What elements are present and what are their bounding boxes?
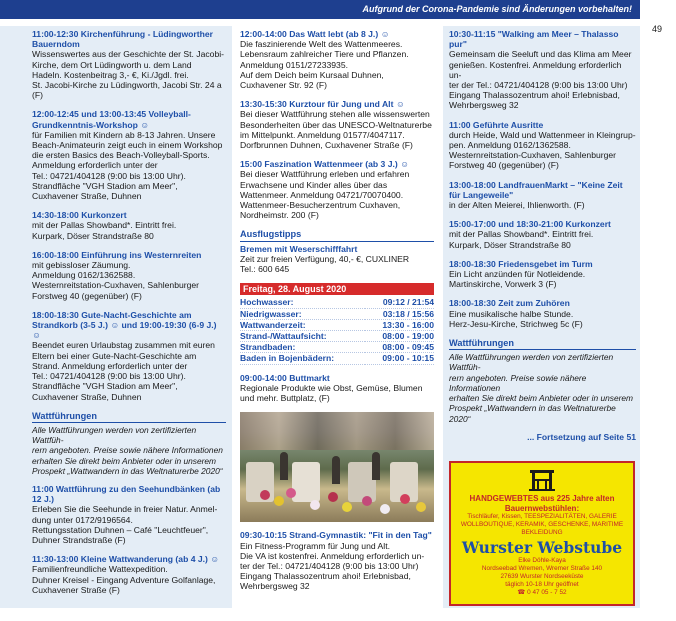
- column-2: [233, 26, 440, 608]
- event-text-line: Cuxhavener Straße, Duhnen: [32, 391, 142, 402]
- event-text-line: Eingang Thalassozentrum ahoi! Erlebnisbad,: [449, 90, 620, 101]
- ad-hours: täglich 10-18 Uhr geöffnet: [505, 581, 579, 588]
- event-title: 13:30-15:30 Kurztour für Jung und Alt ☺: [240, 99, 405, 110]
- event-text-line: Kurpark, Döser Strandstraße 80: [32, 230, 154, 241]
- event-text-line: Anmeldung erforderlich unter der: [32, 160, 158, 171]
- event-title: 18:00-18:30 Gute-Nacht-Geschichte am Strandkorb (3-5 J.) ☺ und 19:00-19:30 (6-9 J.) ☺: [32, 309, 217, 341]
- tide-value: 03:18 / 15:56: [365, 308, 434, 319]
- event-text-line: Westernreitstation-Cuxhaven, Sahlenburger: [449, 150, 617, 161]
- event-text-line: Lebensraum zahlreicher Tiere und Pflanzen.: [240, 49, 409, 60]
- event-title: 11:00 Wattführung zu den Seehundbänken (ab 12 J.): [32, 483, 221, 505]
- event-item: [32, 109, 226, 201]
- event-text-line: Beach-Animateurin zeigt euch in einem Workshop: [32, 140, 223, 151]
- section-title-wattfuehrungen: Wattführungen: [32, 411, 226, 423]
- event-item: [449, 180, 636, 211]
- event-title: 09:30-10:15 Strand-Gymnastik: "Fit in den Tag": [240, 530, 432, 541]
- tide-value: 08:00 - 19:00: [365, 331, 434, 342]
- ad-products-1: Tischläufer, Kissen, TEESPEZIALITÄTEN, GALERIE: [467, 513, 617, 520]
- tide-label: Strand-/Wattaufsicht:: [240, 331, 365, 342]
- event-text-line: Ein Licht anzünden für Notleidende.: [449, 269, 586, 280]
- event-text-line: dung unter 0172/9196564.: [32, 514, 133, 525]
- event-list: [240, 29, 434, 220]
- event-text-line: Wehrbergsweg 32: [449, 100, 519, 111]
- event-text-line: Anmeldung 0162/1362588.: [32, 270, 136, 281]
- event-text-line: Beendet euren Urlaubstag zusammen mit euren: [32, 340, 215, 351]
- header-bar: [0, 0, 640, 19]
- ad-phone: ☎ 0 47 05 - 7 52: [517, 589, 567, 596]
- text-line: Alle Wattführungen werden von zertifizierten Wattfüh-: [32, 424, 197, 446]
- event-text-line: Familienfreundliche Wattexpedition.: [32, 564, 168, 575]
- event-title: 12:00-12:45 und 13:00-13:45 Volleyball-Grundkenntnis-Workshop ☺: [32, 109, 191, 130]
- tide-value: 09:00 - 10:15: [365, 353, 434, 364]
- text-line: Prospekt „Wattwandern in das Weltnaturerbe 2020“: [449, 403, 616, 424]
- event-text-line: Tel.: 04721/404128 (9:00 bis 13:00 Uhr).: [32, 371, 186, 382]
- tide-row: [240, 331, 434, 342]
- ad-address: Nordseebad Wremen, Wremer Straße 140: [481, 565, 603, 572]
- event-text-line: im Mittelpunkt. Anmeldung 01577/4047117.: [240, 129, 405, 140]
- event-text-line: Kurpark, Döser Strandstraße 80: [449, 239, 571, 250]
- event-text-line: Die VA ist kostenfrei. Anmeldung erforderlich un-: [240, 550, 425, 561]
- event-text-line: Hadeln. Kostenbeitrag 3,- €, Ki./Jgdl. frei.: [32, 69, 189, 80]
- tide-row: [240, 342, 434, 353]
- ad-headline: HANDGEWEBTES aus 225 Jahre alten Bauernwebstühlen:: [469, 494, 615, 513]
- event-title: 11:00-12:30 Kirchenführung - Lüdingworther Bauerndom: [32, 29, 213, 50]
- event-text-line: Strandfläche "VGH Stadion am Meer",: [32, 381, 178, 392]
- event-text-line: Wehrbergsweg 32: [240, 581, 310, 592]
- event-item: [32, 484, 226, 545]
- event-text-line: ter der Tel.: 04721/404128 (9:00 bis 13:00 Uhr): [449, 80, 628, 91]
- event-text-line: Rettungsstation Duhnen – Café "Leuchtfeuer",: [32, 524, 209, 535]
- event-item: [449, 219, 636, 250]
- corona-notice: Aufgrund der Corona-Pandemie sind Änderungen vorbehalten!: [362, 4, 632, 14]
- event-text-line: Bei dieser Wattführung erleben und erfahren: [240, 169, 410, 180]
- event-text-line: für Familien mit Kindern ab 8-13 Jahren. Unsere: [32, 129, 216, 140]
- trip-text: [240, 254, 434, 274]
- page-number: 49: [652, 24, 663, 34]
- section-title-wattfuehrungen: Wattführungen: [449, 338, 636, 350]
- event-item: [32, 310, 226, 402]
- event-title: 12:00-14:00 Das Watt lebt (ab 8 J.) ☺: [240, 29, 390, 39]
- ad-products-2: WOLLBOUTIQUE, KERAMIK, GESCHENKE, MARITIME BEKLEIDUNG: [460, 521, 624, 536]
- tide-row: [240, 308, 434, 319]
- event-text-line: mit der Pallas Showband*. Eintritt frei.: [32, 220, 177, 231]
- text-line: Prospekt „Wattwandern in das Weltnaturerbe 2020“: [32, 465, 223, 476]
- event-text-line: Strand. Anmeldung erforderlich unter der: [32, 360, 188, 371]
- event-item: [449, 29, 636, 111]
- event-text-line: Tel.: 04721/404128 (9:00 bis 13:00 Uhr).: [32, 170, 186, 181]
- event-item: [32, 29, 226, 100]
- event-text-line: Erwachsene und Kinder alles über das: [240, 179, 388, 190]
- event-list-2: [240, 373, 434, 404]
- event-text-line: Bei dieser Wattführung stehen alle wissenswerten: [240, 109, 430, 120]
- text-line: erhalten Sie direkt beim Anbieter oder in unserem: [449, 393, 634, 404]
- event-text-line: Auf dem Deich beim Kursaal Duhnen,: [240, 69, 384, 80]
- ad-owner: Elke Döhle-Kaya: [518, 557, 566, 564]
- text-line: rern angeboten. Preise sowie nähere Informationen: [449, 372, 587, 393]
- event-item: [449, 298, 636, 329]
- event-text-line: ter der Tel.: 04721/404128 (9:00 bis 13:00 Uhr): [240, 560, 419, 571]
- event-text-line: Westernreitstation-Cuxhaven, Sahlenburger: [32, 280, 200, 291]
- tide-label: Niedrigwasser:: [240, 308, 365, 319]
- event-text-line: Wattenmeer. Anmeldung 04721/70070400.: [240, 189, 404, 200]
- event-text-line: Duhner Kreisel - Eingang Adventure Golfanlage,: [32, 574, 216, 585]
- event-text-line: Eingang Thalassozentrum ahoi! Erlebnisbad,: [240, 571, 411, 582]
- tide-value: 09:12 / 21:54: [365, 297, 434, 308]
- event-title: 18:00-18:30 Friedensgebet im Turm: [449, 258, 593, 269]
- event-text-line: mit gebissloser Zäumung.: [32, 260, 131, 271]
- event-item: [240, 99, 434, 150]
- event-text-line: Wissenswertes aus der Geschichte der St. Jacobi-: [32, 49, 225, 60]
- continued-link[interactable]: ... Fortsetzung auf Seite 51: [527, 431, 636, 442]
- event-text-line: Wattenmeer-Besucherzentrum Cuxhaven,: [240, 200, 401, 211]
- event-text-line: Eltern bei einer Gute-Nacht-Geschichte am: [32, 350, 197, 361]
- event-list-2: [32, 484, 226, 595]
- text-line: erhalten Sie direkt beim Anbieter oder in unserem: [32, 455, 217, 466]
- tide-table: [240, 297, 434, 364]
- event-text-line: und mehr. Buttplatz, (F): [240, 393, 330, 404]
- event-title: 13:00-18:00 LandfrauenMarkt – "Keine Zeit für Langeweile": [449, 179, 623, 200]
- event-text-line: Erleben Sie die Seehunde in freier Natur. Anmel-: [32, 504, 218, 515]
- event-text-line: St. Jacobi-Kirche zu Lüdingworth, Jacobi Str. 24 a (F): [32, 80, 222, 101]
- column-1: [0, 26, 232, 608]
- event-text-line: Forstweg 40 (gegenüber) (F): [32, 290, 142, 301]
- event-text-line: Anmeldung 0151/27233935.: [240, 59, 348, 70]
- event-title: 09:00-14:00 Buttmarkt: [240, 372, 330, 383]
- event-title: 18:00-18:30 Zeit zum Zuhören: [449, 298, 570, 309]
- advertisement: [449, 461, 635, 606]
- event-list: [32, 29, 226, 402]
- event-text-line: Herz-Jesu-Kirche, Strichweg 5c (F): [449, 318, 583, 329]
- event-item: [240, 159, 434, 220]
- loom-icon: [527, 467, 557, 493]
- trip-item: [240, 244, 434, 275]
- tide-label: Baden in Bojenbädern:: [240, 353, 365, 364]
- event-text-line: mit der Pallas Showband*. Eintritt frei.: [449, 229, 594, 240]
- event-title: 11:30-13:00 Kleine Wattwanderung (ab 4 J.) ☺: [32, 554, 220, 565]
- event-text-line: durch Heide, Wald und Wattenmeer in Kleingrup-: [449, 129, 636, 140]
- event-list-3: [240, 530, 434, 591]
- event-title: 16:00-18:00 Einführung ins Westernreiten: [32, 249, 202, 260]
- event-text-line: Kirche, dem Ort Lüdingworth u. dem Land: [32, 59, 192, 70]
- section-note: [449, 352, 636, 423]
- event-item: [32, 250, 226, 301]
- event-text-line: Cuxhavener Straße, Duhnen: [32, 191, 142, 202]
- event-list: [449, 29, 636, 329]
- tide-label: Hochwasser:: [240, 297, 365, 308]
- ad-business-name: Wurster Webstube: [461, 538, 623, 557]
- event-text-line: Regionale Produkte wie Obst, Gemüse, Blumen: [240, 382, 423, 393]
- event-title: 15:00 Faszination Wattenmeer (ab 3 J.) ☺: [240, 159, 409, 170]
- event-item: [32, 554, 226, 595]
- trip-title: Bremen mit Weserschifffahrt: [240, 243, 358, 254]
- tide-value: 08:00 - 09:45: [365, 342, 434, 353]
- event-text-line: pen. Anmeldung 0162/1362588.: [449, 140, 571, 151]
- event-item: [240, 29, 434, 90]
- event-item: [240, 530, 434, 591]
- event-item: [240, 373, 434, 404]
- event-title: 10:30-11:15 "Walking am Meer – Thalasso pur": [449, 29, 619, 50]
- event-text-line: Die faszinierende Welt des Wattenmeeres.: [240, 39, 403, 50]
- market-photo: [240, 412, 434, 522]
- event-text-line: Eine musikalische halbe Stunde.: [449, 308, 574, 319]
- event-item: [449, 120, 636, 171]
- date-header: Freitag, 28. August 2020: [240, 283, 434, 295]
- tide-label: Wattwanderzeit:: [240, 319, 365, 330]
- event-item: [449, 259, 636, 290]
- text-line: rern angeboten. Preise sowie nähere Informationen: [32, 445, 223, 456]
- event-text-line: Ein Fitness-Programm für Jung und Alt.: [240, 540, 390, 551]
- tide-row: [240, 353, 434, 364]
- event-text-line: die ersten Basics des Beach-Volleyball-Sports.: [32, 150, 210, 161]
- ad-city: 27639 Wurster Nordseeküste: [500, 573, 584, 580]
- tide-value: 13:30 - 16:00: [365, 319, 434, 330]
- tide-label: Strandbaden:: [240, 342, 365, 353]
- event-title: 11:00 Geführte Ausritte: [449, 119, 544, 130]
- event-text-line: genießen. Kostenfrei. Anmeldung erforderlich un-: [449, 59, 622, 80]
- text-line: Zeit zur freien Verfügung, 40,- €, CUXLINER: [240, 253, 410, 264]
- event-text-line: Dorfbrunnen Duhnen, Cuxhavener Straße (F): [240, 140, 413, 151]
- event-text-line: Nordheimstr. 200 (F): [240, 210, 319, 221]
- event-text-line: Duhner Strandstraße (F): [32, 534, 126, 545]
- event-text-line: Cuxhavener Straße (F): [32, 584, 120, 595]
- event-title: 15:00-17:00 und 18:30-21:00 Kurkonzert: [449, 219, 611, 230]
- section-note: [32, 425, 226, 476]
- text-line: Tel.: 600 645: [240, 264, 290, 275]
- tide-row: [240, 297, 434, 308]
- event-text-line: Strandfläche "VGH Stadion am Meer",: [32, 180, 178, 191]
- event-title: 14:30-18:00 Kurkonzert: [32, 210, 127, 221]
- event-text-line: Martinskirche, Vorwerk 3 (F): [449, 279, 557, 290]
- event-text-line: Cuxhavener Str. 92 (F): [240, 80, 327, 91]
- event-text-line: Besonderheiten über das UNESCO-Weltnaturerbe: [240, 119, 432, 130]
- text-line: Alle Wattführungen werden von zertifizierten Wattfüh-: [449, 352, 614, 373]
- event-text-line: Gemeinsam die Seeluft und das Klima am Meer: [449, 49, 632, 60]
- event-text-line: in der Alten Meierei, Ihlienworth. (F): [449, 200, 585, 211]
- event-text-line: Forstweg 40 (gegenüber) (F): [449, 160, 559, 171]
- event-item: [32, 210, 226, 241]
- tide-row: [240, 319, 434, 330]
- section-title-ausflugstipps: Ausflugstipps: [240, 229, 434, 241]
